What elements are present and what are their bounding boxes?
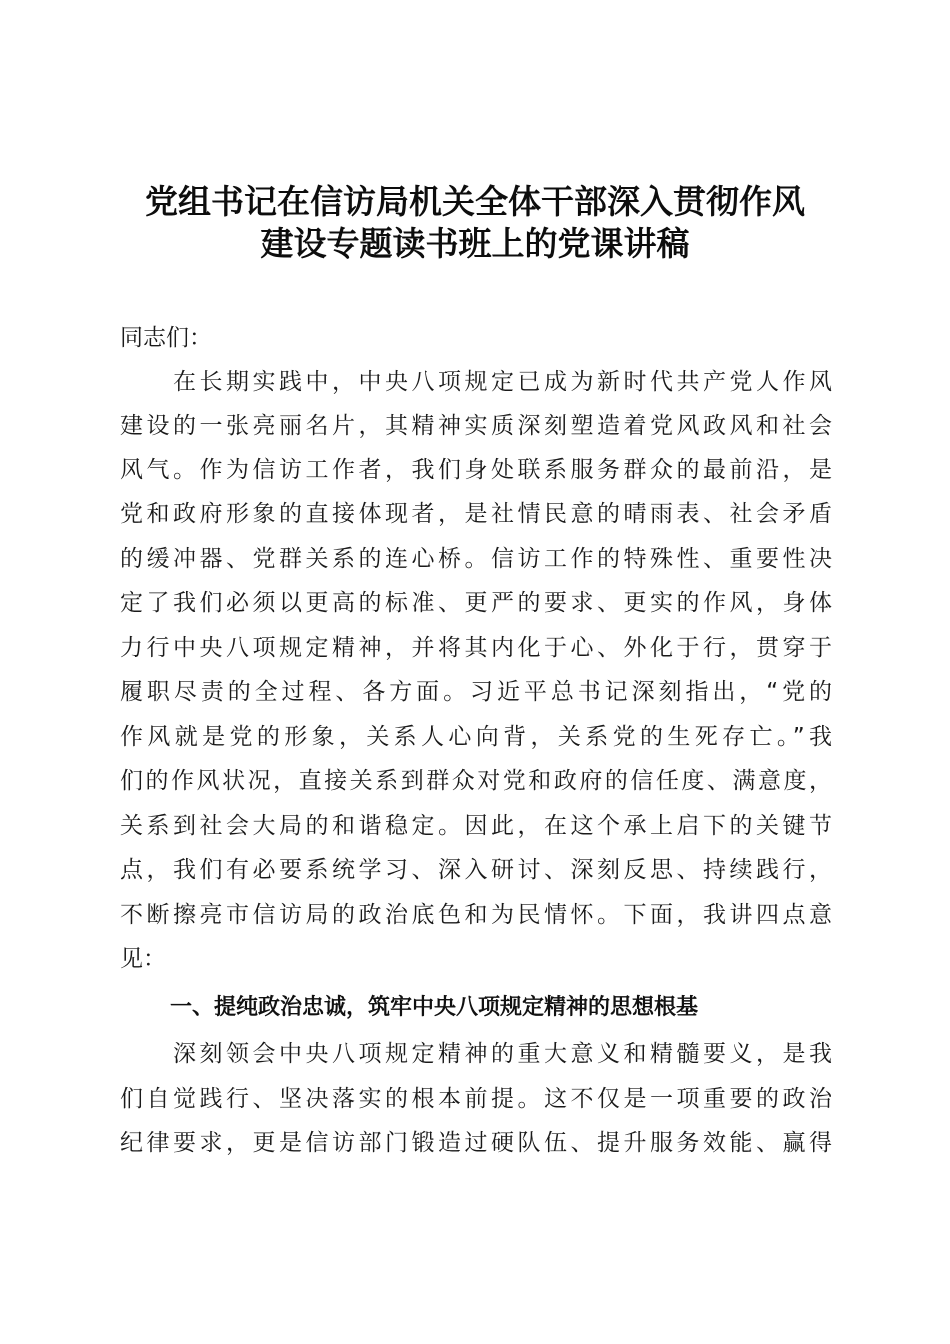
paragraph-1-line: 党和政府形象的直接体现者，是社情民意的晴雨表、社会矛盾 (120, 501, 832, 527)
document-title-line-2: 建设专题读书班上的党课讲稿 (260, 224, 690, 263)
section-1-heading: 一、提纯政治忠诚，筑牢中央八项规定精神的思想根基 (170, 995, 699, 1020)
paragraph-1-line: 不断擦亮市信访局的政治底色和为民情怀。下面，我讲四点意 (120, 902, 832, 928)
paragraph-1-line: 建设的一张亮丽名片，其精神实质深刻塑造着党风政风和社会 (120, 413, 832, 439)
paragraph-1-line: 点，我们有必要系统学习、深入研讨、深刻反思、持续践行， (120, 857, 832, 883)
paragraph-1-line: 履职尽责的全过程、各方面。习近平总书记深刻指出，“党的 (120, 679, 832, 705)
document-title-line-1: 党组书记在信访局机关全体干部深入贯彻作风 (145, 182, 805, 221)
paragraph-1-line: 的缓冲器、党群关系的连心桥。信访工作的特殊性、重要性决 (120, 546, 832, 572)
paragraph-2-line: 纪律要求，更是信访部门锻造过硬队伍、提升服务效能、赢得 (120, 1130, 832, 1156)
paragraph-1-line: 风气。作为信访工作者，我们身处联系服务群众的最前沿，是 (120, 457, 832, 483)
paragraph-2-line: 深刻领会中央八项规定精神的重大意义和精髓要义，是我 (120, 1041, 832, 1067)
greeting: 同志们： (120, 325, 212, 351)
paragraph-1-line: 力行中央八项规定精神，并将其内化于心、外化于行，贯穿于 (120, 635, 832, 661)
paragraph-2-line: 们自觉践行、坚决落实的根本前提。这不仅是一项重要的政治 (120, 1086, 832, 1112)
paragraph-1-line: 作风就是党的形象，关系人心向背，关系党的生死存亡。”我 (120, 724, 832, 750)
paragraph-1-line: 关系到社会大局的和谐稳定。因此，在这个承上启下的关键节 (120, 813, 832, 839)
paragraph-1-line: 定了我们必须以更高的标准、更严的要求、更实的作风，身体 (120, 590, 832, 616)
paragraph-1-line: 见： (120, 946, 166, 972)
paragraph-1-line: 在长期实践中，中央八项规定已成为新时代共产党人作风 (120, 369, 832, 395)
paragraph-1-line: 们的作风状况，直接关系到群众对党和政府的信任度、满意度， (120, 768, 832, 794)
